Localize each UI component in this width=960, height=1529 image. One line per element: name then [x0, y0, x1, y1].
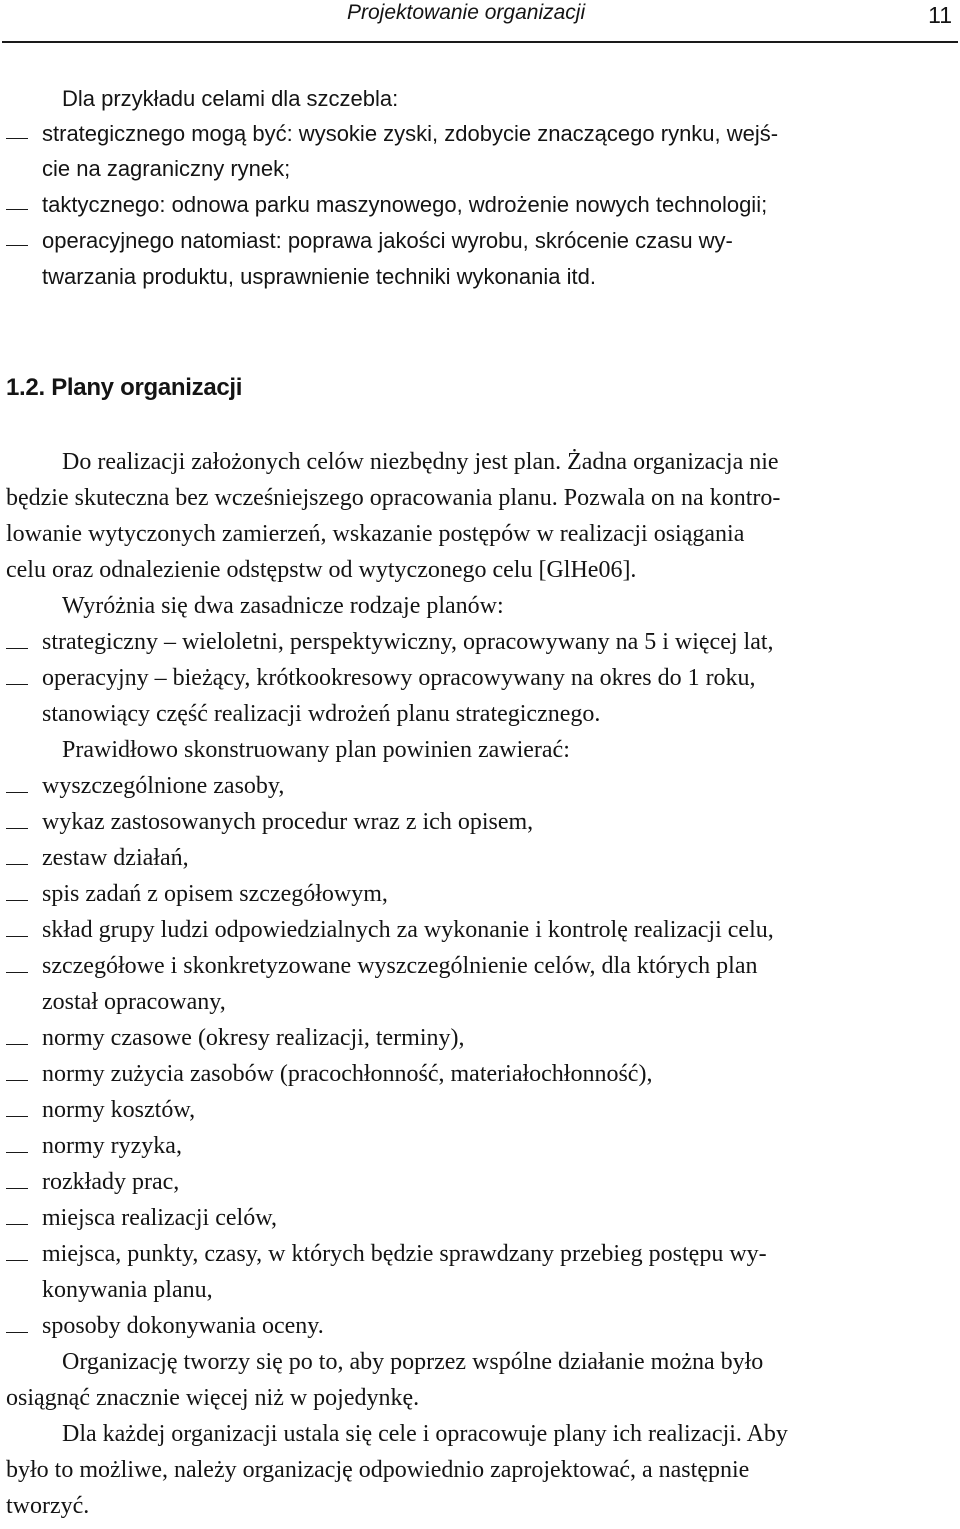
list-item-continuation [6, 701, 954, 737]
list-item-text: szczegółowe i skonkretyzowane wyszczególnienie celów, dla których plan [42, 953, 758, 979]
list-item-continuation [6, 156, 954, 192]
header-divider [2, 41, 958, 43]
dash-bullet [6, 648, 28, 649]
list-item-text: operacyjnego natomiast: poprawa jakości wyrobu, skrócenie czasu wy- [42, 228, 733, 253]
paragraph-line [6, 557, 954, 593]
dash-bullet [6, 245, 28, 246]
dash-bullet [6, 972, 28, 973]
list-item-text: rozkłady prac, [42, 1169, 180, 1195]
list-item [6, 773, 954, 809]
list-item-text: normy zużycia zasobów (pracochłonność, materiałochłonność), [42, 1061, 653, 1087]
running-header [0, 0, 960, 44]
list-item [6, 917, 954, 953]
dash-bullet [6, 1044, 28, 1045]
list-item [6, 1097, 954, 1133]
paragraph-text: było to możliwe, należy organizację odpowiednio zaprojektować, a następnie [6, 1457, 750, 1483]
list-item-text: wyszczególnione zasoby, [42, 773, 285, 799]
list-item [6, 881, 954, 917]
list-item-continuation [6, 264, 954, 300]
running-title: Projektowanie organizacji [347, 1, 586, 24]
list-item [6, 809, 954, 845]
list-item-text: normy ryzyka, [42, 1133, 182, 1159]
dash-bullet [6, 1188, 28, 1189]
list-item [6, 228, 954, 264]
dash-bullet [6, 1332, 28, 1333]
dash-bullet [6, 900, 28, 901]
dash-bullet [6, 138, 28, 139]
list-item-continuation [6, 989, 954, 1025]
dash-bullet [6, 1080, 28, 1081]
paragraph-text: Prawidłowo skonstruowany plan powinien zawierać: [62, 737, 570, 763]
list-item-text: wykaz zastosowanych procedur wraz z ich opisem, [42, 809, 534, 835]
list-item [6, 845, 954, 881]
list-item-text: został opracowany, [42, 989, 226, 1015]
list-item [6, 1205, 954, 1241]
paragraph-text: Organizację tworzy się po to, aby poprzez wspólne działanie można było [62, 1349, 764, 1375]
list-item-text: taktycznego: odnowa parku maszynowego, wdrożenie nowych technologii; [42, 192, 768, 217]
list-item-text: cie na zagraniczny rynek; [42, 156, 291, 181]
list-item [6, 121, 954, 157]
list-item [6, 1025, 954, 1061]
page-number: 11 [928, 2, 952, 28]
dash-bullet [6, 1224, 28, 1225]
list-item-text: konywania planu, [42, 1277, 213, 1303]
paragraph-line [6, 485, 954, 521]
list-item-text: normy czasowe (okresy realizacji, terminy), [42, 1025, 465, 1051]
list-item-text: stanowiący część realizacji wdrożeń planu strategicznego. [42, 701, 601, 727]
list-item [6, 1313, 954, 1349]
paragraph-text: osiągnąć znacznie więcej niż w pojedynkę. [6, 1385, 420, 1411]
paragraph-line [6, 1493, 954, 1529]
plans-lead [6, 593, 954, 629]
list-item-text: miejsca realizacji celów, [42, 1205, 277, 1231]
list-item-text: skład grupy ludzi odpowiedzialnych za wykonanie i kontrolę realizacji celu, [42, 917, 774, 943]
dash-bullet [6, 828, 28, 829]
list-item [6, 1241, 954, 1277]
paragraph-text: będzie skuteczna bez wcześniejszego opracowania planu. Pozwala on na kontro- [6, 485, 781, 511]
list-item [6, 953, 954, 989]
paragraph-text: Dla każdej organizacji ustala się cele i opracowuje plany ich realizacji. Aby [62, 1421, 788, 1447]
dash-bullet [6, 684, 28, 685]
paragraph-line [6, 1457, 954, 1493]
paragraph-text: Do realizacji założonych celów niezbędny jest plan. Żadna organizacja nie [62, 449, 779, 475]
list-item-text: strategicznego mogą być: wysokie zyski, zdobycie znaczącego rynku, wejś- [42, 121, 779, 146]
intro-lead [6, 86, 954, 122]
dash-bullet [6, 1116, 28, 1117]
list-item-text: twarzania produktu, usprawnienie techniki wykonania itd. [42, 264, 596, 289]
dash-bullet [6, 936, 28, 937]
content-lead [6, 737, 954, 773]
dash-bullet [6, 209, 28, 210]
list-item-continuation [6, 1277, 954, 1313]
list-item-text: normy kosztów, [42, 1097, 196, 1123]
list-item-text: strategiczny – wieloletni, perspektywiczny, opracowywany na 5 i więcej lat, [42, 629, 774, 655]
list-item [6, 192, 954, 228]
dash-bullet [6, 864, 28, 865]
list-item-text: zestaw działań, [42, 845, 189, 871]
list-item-text: spis zadań z opisem szczegółowym, [42, 881, 388, 907]
paragraph-text: lowanie wytyczonych zamierzeń, wskazanie postępów w realizacji osiągania [6, 521, 745, 547]
paragraph-line [6, 449, 954, 485]
section-heading: 1.2. Plany organizacji [6, 374, 243, 401]
list-item [6, 1061, 954, 1097]
paragraph-line [6, 521, 954, 557]
paragraph-line [6, 1349, 954, 1385]
list-item-text: miejsca, punkty, czasy, w których będzie sprawdzany przebieg postępu wy- [42, 1241, 767, 1267]
paragraph-text: Wyróżnia się dwa zasadnicze rodzaje planów: [62, 593, 504, 619]
dash-bullet [6, 792, 28, 793]
list-item [6, 1169, 954, 1205]
paragraph-text: tworzyć. [6, 1493, 90, 1519]
dash-bullet [6, 1152, 28, 1153]
list-item [6, 665, 954, 701]
list-item [6, 629, 954, 665]
paragraph-text: celu oraz odnalezienie odstępstw od wytyczonego celu [GlHe06]. [6, 557, 637, 583]
list-item-text: operacyjny – bieżący, krótkookresowy opracowywany na okres do 1 roku, [42, 665, 756, 691]
list-item [6, 1133, 954, 1169]
paragraph-line [6, 1385, 954, 1421]
list-item-text: sposoby dokonywania oceny. [42, 1313, 324, 1339]
dash-bullet [6, 1260, 28, 1261]
intro-lead-text: Dla przykładu celami dla szczebla: [62, 86, 399, 111]
paragraph-line [6, 1421, 954, 1457]
